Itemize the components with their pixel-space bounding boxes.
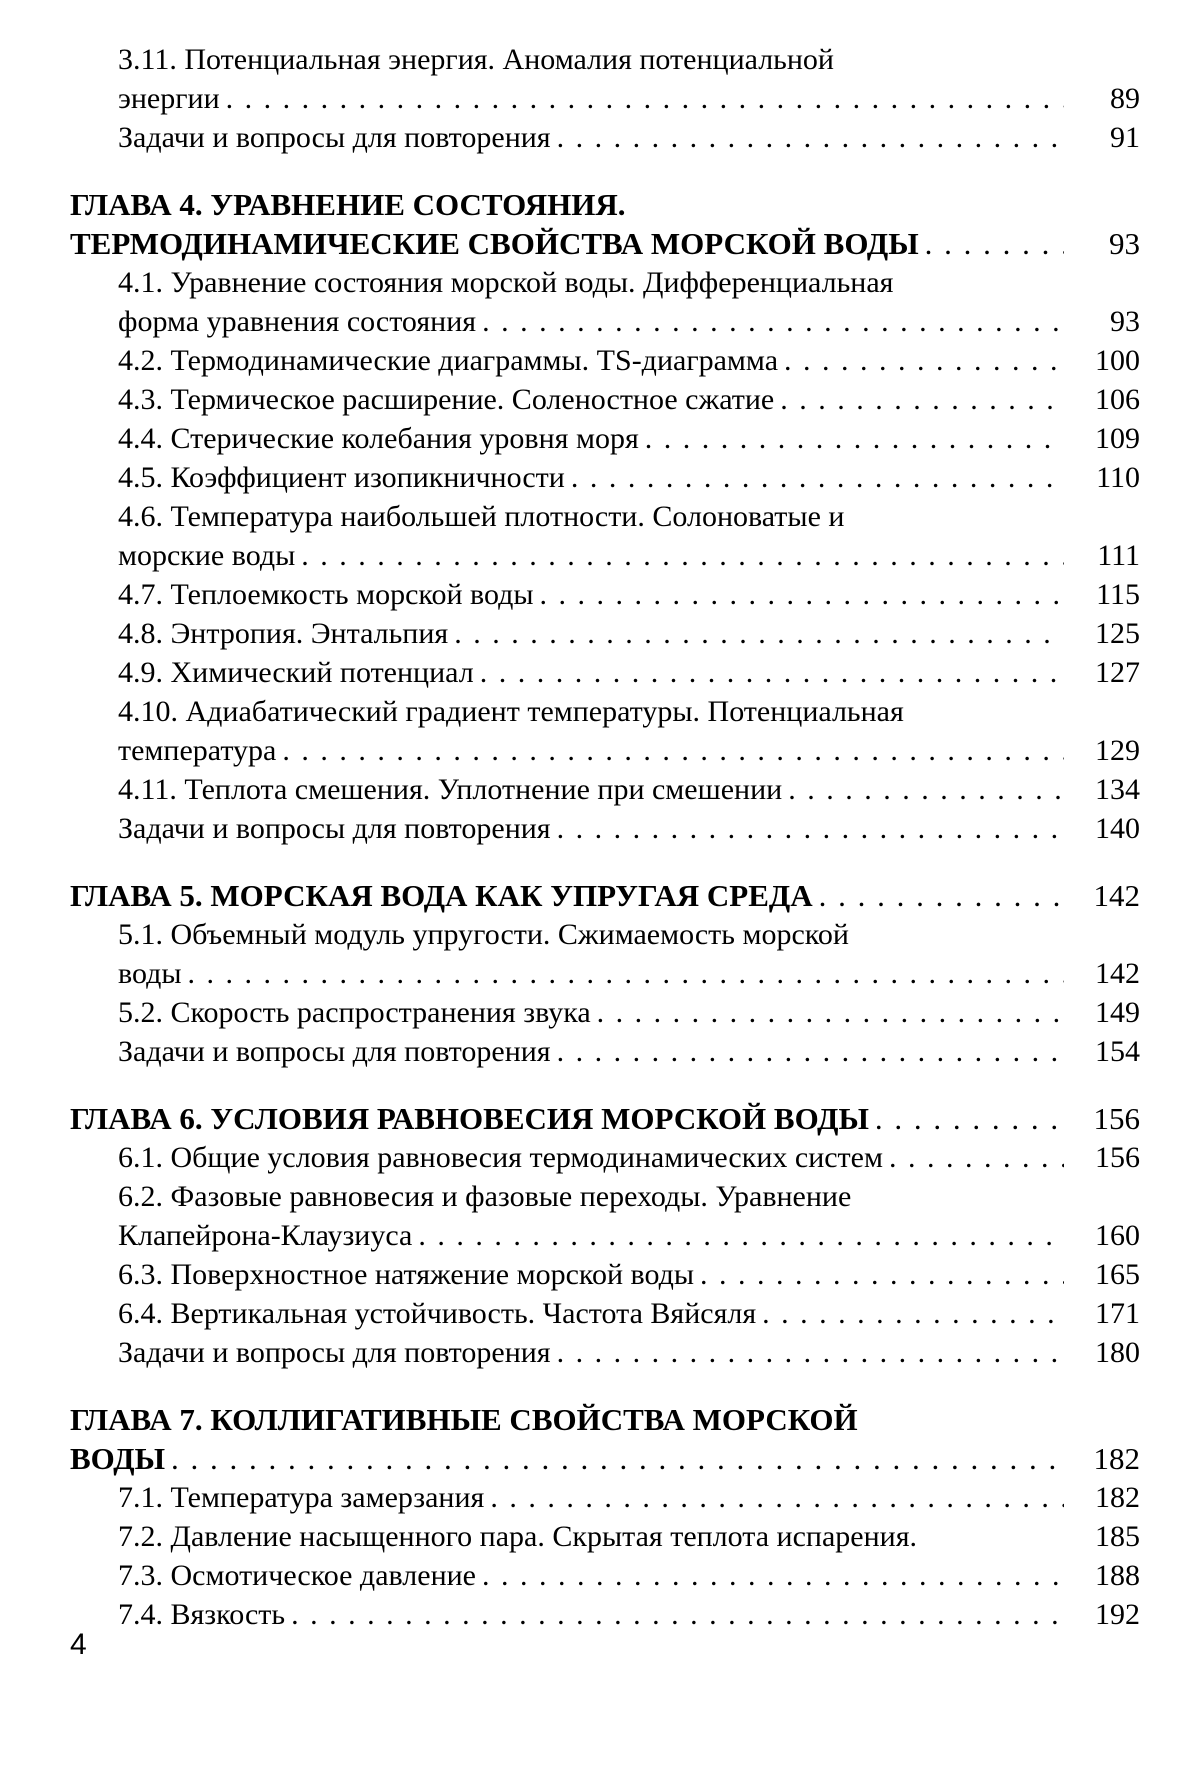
- dot-leader: [700, 1255, 1064, 1294]
- entry-title: 4.11. Теплота смешения. Уплотнение при смешении: [118, 773, 783, 806]
- toc-block: [70, 1099, 1140, 1372]
- entry-title: 4.5. Коэффициент изопикничности: [118, 461, 565, 494]
- entry-page-number: 192: [1095, 1598, 1140, 1631]
- entry-page-number: 140: [1095, 812, 1140, 845]
- dot-leader: [925, 224, 1064, 263]
- entry-title: 3.11. Потенциальная энергия. Аномалия потенциальной: [118, 43, 834, 76]
- chapter-heading[interactable]: [70, 876, 1140, 915]
- entry-page-number: 125: [1095, 617, 1140, 650]
- section-entry[interactable]: [70, 263, 1140, 302]
- dot-leader: [482, 302, 1064, 341]
- dot-leader: [645, 419, 1064, 458]
- entry-page-number: 93: [1110, 305, 1140, 338]
- entry-page-number: 142: [1095, 957, 1140, 990]
- section-entry[interactable]: [70, 1595, 1140, 1634]
- entry-title: 4.4. Стерические колебания уровня моря: [118, 422, 639, 455]
- section-entry[interactable]: [70, 1138, 1140, 1177]
- dot-leader: [875, 1099, 1064, 1138]
- dot-leader: [557, 118, 1064, 157]
- entry-title: ГЛАВА 5. МОРСКАЯ ВОДА КАК УПРУГАЯ СРЕДА: [70, 878, 813, 913]
- table-of-contents: [70, 40, 1140, 1662]
- section-entry[interactable]: [70, 419, 1140, 458]
- page-number: 4: [70, 1628, 87, 1661]
- section-entry[interactable]: [70, 653, 1140, 692]
- entry-page-number: 110: [1096, 461, 1140, 494]
- entry-title: Задачи и вопросы для повторения: [118, 121, 551, 154]
- section-entry[interactable]: [70, 1478, 1140, 1517]
- entry-page-number: 171: [1095, 1297, 1140, 1330]
- dot-leader: [557, 1032, 1064, 1071]
- entry-title: ГЛАВА 6. УСЛОВИЯ РАВНОВЕСИЯ МОРСКОЙ ВОДЫ: [70, 1101, 869, 1136]
- chapter-heading[interactable]: [70, 224, 1140, 263]
- section-entry[interactable]: [70, 1294, 1140, 1333]
- entry-page-number: 156: [1095, 1141, 1140, 1174]
- entry-page-number: 91: [1110, 121, 1140, 154]
- entry-page-number: 129: [1095, 734, 1140, 767]
- section-entry[interactable]: [70, 1517, 1140, 1556]
- entry-title: ВОДЫ: [70, 1441, 166, 1476]
- section-entry[interactable]: [70, 341, 1140, 380]
- entry-page-number: 111: [1097, 539, 1140, 572]
- entry-page-number: 180: [1095, 1336, 1140, 1369]
- toc-block: [70, 1400, 1140, 1634]
- dot-leader: [571, 458, 1064, 497]
- entry-page-number: 188: [1095, 1559, 1140, 1592]
- section-entry[interactable]: [70, 1177, 1140, 1216]
- section-entry[interactable]: [70, 915, 1140, 954]
- section-entry[interactable]: [70, 575, 1140, 614]
- chapter-heading[interactable]: [70, 185, 1140, 224]
- entry-title: Задачи и вопросы для повторения: [118, 1336, 551, 1369]
- toc-block: [70, 185, 1140, 848]
- section-entry[interactable]: [70, 497, 1140, 536]
- chapter-heading[interactable]: [70, 1400, 1140, 1439]
- entry-title: ТЕРМОДИНАМИЧЕСКИЕ СВОЙСТВА МОРСКОЙ ВОДЫ: [70, 226, 919, 261]
- section-entry[interactable]: [70, 302, 1140, 341]
- dot-leader: [291, 1595, 1064, 1634]
- section-entry[interactable]: [70, 536, 1140, 575]
- entry-title: 7.1. Температура замерзания: [118, 1481, 485, 1514]
- entry-title: 4.8. Энтропия. Энтальпия: [118, 617, 449, 650]
- dot-leader: [282, 731, 1064, 770]
- entry-page-number: 185: [1095, 1520, 1140, 1553]
- entry-title: 5.1. Объемный модуль упругости. Сжимаемость морской: [118, 918, 849, 951]
- section-entry[interactable]: [70, 380, 1140, 419]
- entry-title: Задачи и вопросы для повторения: [118, 1035, 551, 1068]
- section-entry[interactable]: [70, 770, 1140, 809]
- entry-page-number: 154: [1095, 1035, 1140, 1068]
- section-entry[interactable]: [70, 458, 1140, 497]
- entry-title: 4.7. Теплоемкость морской воды: [118, 578, 534, 611]
- entry-title: 4.9. Химический потенциал: [118, 656, 474, 689]
- entry-page-number: 182: [1095, 1481, 1140, 1514]
- entry-page-number: 109: [1095, 422, 1140, 455]
- entry-title: энергии: [118, 82, 220, 115]
- section-entry[interactable]: [70, 1556, 1140, 1595]
- entry-page-number: 149: [1095, 996, 1140, 1029]
- dot-leader: [780, 380, 1064, 419]
- entry-title: 6.1. Общие условия равновесия термодинамических систем: [118, 1141, 883, 1174]
- entry-title: 7.2. Давление насыщенного пара. Скрытая теплота испарения.: [118, 1520, 918, 1553]
- entry-title: 4.2. Термодинамические диаграммы. TS-диаграмма: [118, 344, 779, 377]
- section-entry[interactable]: [70, 614, 1140, 653]
- entry-page-number: 93: [1109, 226, 1140, 261]
- entry-page-number: 134: [1095, 773, 1140, 806]
- dot-leader: [301, 536, 1064, 575]
- dot-leader: [226, 79, 1064, 118]
- entry-page-number: 127: [1095, 656, 1140, 689]
- dot-leader: [454, 614, 1064, 653]
- dot-leader: [784, 341, 1064, 380]
- dot-leader: [889, 1138, 1064, 1177]
- section-entry[interactable]: [70, 692, 1140, 731]
- chapter-heading[interactable]: [70, 1439, 1140, 1478]
- dot-leader: [788, 770, 1064, 809]
- dot-leader: [762, 1294, 1064, 1333]
- section-entry[interactable]: [70, 1255, 1140, 1294]
- entry-title: 4.6. Температура наибольшей плотности. Солоноватые и: [118, 500, 845, 533]
- entry-title: 4.3. Термическое расширение. Соленостное сжатие: [118, 383, 775, 416]
- entry-title: воды: [118, 957, 182, 990]
- entry-page-number: 142: [1093, 878, 1140, 913]
- dot-leader: [819, 876, 1064, 915]
- dot-leader: [188, 954, 1064, 993]
- toc-block: [70, 40, 1140, 157]
- dot-leader: [418, 1216, 1064, 1255]
- entry-page-number: 100: [1095, 344, 1140, 377]
- entry-title: Клапейрона-Клаузиуса: [118, 1219, 413, 1252]
- section-entry[interactable]: [70, 79, 1140, 118]
- entry-title: Задачи и вопросы для повторения: [118, 812, 551, 845]
- entry-title: 6.3. Поверхностное натяжение морской воды: [118, 1258, 695, 1291]
- entry-title: ГЛАВА 4. УРАВНЕНИЕ СОСТОЯНИЯ.: [70, 187, 626, 222]
- entry-title: температура: [118, 734, 277, 767]
- entry-title: 7.3. Осмотическое давление: [118, 1559, 476, 1592]
- section-entry[interactable]: [70, 1216, 1140, 1255]
- toc-block: [70, 876, 1140, 1071]
- section-entry[interactable]: [70, 1032, 1140, 1071]
- entry-page-number: 160: [1095, 1219, 1140, 1252]
- dot-leader: [490, 1478, 1064, 1517]
- section-entry[interactable]: [70, 954, 1140, 993]
- dot-leader: [540, 575, 1064, 614]
- dot-leader: [597, 993, 1064, 1032]
- section-entry[interactable]: [70, 809, 1140, 848]
- entry-page-number: 165: [1095, 1258, 1140, 1291]
- entry-title: 4.10. Адиабатический градиент температуры. Потенциальная: [118, 695, 904, 728]
- entry-page-number: 156: [1093, 1101, 1140, 1136]
- entry-title: форма уравнения состояния: [118, 305, 477, 338]
- dot-leader: [482, 1556, 1064, 1595]
- entry-title: морские воды: [118, 539, 296, 572]
- dot-leader: [557, 1333, 1064, 1372]
- section-entry[interactable]: [70, 1333, 1140, 1372]
- section-entry[interactable]: [70, 40, 1140, 79]
- entry-title: ГЛАВА 7. КОЛЛИГАТИВНЫЕ СВОЙСТВА МОРСКОЙ: [70, 1402, 858, 1437]
- dot-leader: [557, 809, 1064, 848]
- section-entry[interactable]: [70, 118, 1140, 157]
- entry-title: 5.2. Скорость распространения звука: [118, 996, 591, 1029]
- entry-page-number: 182: [1093, 1441, 1140, 1476]
- dot-leader: [171, 1439, 1064, 1478]
- entry-title: 7.4. Вязкость: [118, 1598, 286, 1631]
- entry-title: 6.2. Фазовые равновесия и фазовые переходы. Уравнение: [118, 1180, 852, 1213]
- entry-page-number: 115: [1096, 578, 1140, 611]
- entry-title: 6.4. Вертикальная устойчивость. Частота Вяйсяля: [118, 1297, 757, 1330]
- chapter-heading[interactable]: [70, 1099, 1140, 1138]
- entry-page-number: 89: [1110, 82, 1140, 115]
- section-entry[interactable]: [70, 993, 1140, 1032]
- entry-page-number: 106: [1095, 383, 1140, 416]
- entry-title: 4.1. Уравнение состояния морской воды. Дифференциальная: [118, 266, 894, 299]
- section-entry[interactable]: [70, 731, 1140, 770]
- dot-leader: [480, 653, 1064, 692]
